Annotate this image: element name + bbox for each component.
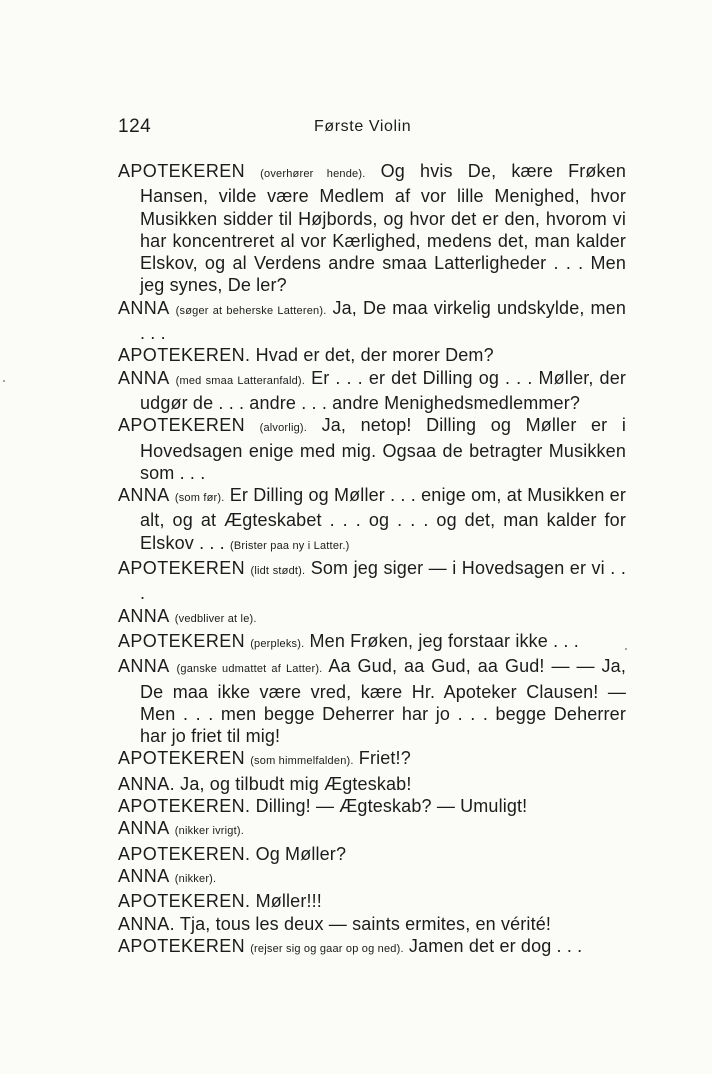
margin-speck	[625, 648, 627, 650]
dialogue-entry	[118, 935, 626, 960]
spoken-line: Som jeg siger — i Hovedsagen er vi . . .	[140, 558, 626, 604]
stage-direction: (overhører hende).	[260, 168, 366, 180]
spoken-line: Og Møller?	[255, 843, 347, 864]
spoken-line: Ja, og tilbudt mig Ægteskab!	[180, 773, 412, 794]
stage-direction: (Brister paa ny i Latter.)	[229, 539, 350, 552]
spoken-line: Dilling! — Ægteskab? — Umuligt!	[255, 796, 528, 817]
stage-direction: (vedbliver at le).	[174, 612, 257, 625]
dialogue-entry	[118, 817, 626, 842]
stage-direction: (ganske udmattet af Latter).	[176, 663, 323, 676]
dialogue-entry	[118, 843, 626, 865]
spoken-line: Jamen det er dog . . .	[408, 935, 583, 956]
stage-direction: (nikker).	[174, 872, 217, 885]
page-header	[118, 116, 626, 140]
dialogue-entry	[118, 297, 626, 345]
speaker-name: APOTEKEREN.	[118, 843, 251, 864]
speaker-name: APOTEKEREN	[118, 558, 246, 579]
stage-direction: (søger at beherske Latteren).	[175, 304, 327, 317]
dialogue-entry	[118, 605, 626, 630]
speaker-name: APOTEKEREN.	[118, 796, 251, 817]
speaker-name: APOTEKEREN.	[118, 345, 251, 366]
dialogue-entry	[118, 344, 626, 366]
dialogue-entry	[118, 557, 626, 605]
speaker-name: ANNA	[118, 297, 170, 318]
spoken-line: Ja, De maa virkelig undskylde, men . . .	[140, 297, 626, 344]
dialogue-entry	[118, 367, 626, 415]
speaker-name: ANNA.	[118, 913, 176, 934]
spoken-line: Og hvis De, kære Frøken Hansen, vilde være Medlem af vor lille Menighed, hvor Musikken sidder til Højbords, og hvor det er den, hvorom vi har koncentreret al vor Kærlighed, medens det, man kalder Elskov, og al Verdens andre smaa Latterligheder . . . Men jeg synes, De ler?	[140, 161, 627, 296]
spoken-line: Møller!!!	[255, 891, 322, 912]
dialogue-entry	[118, 773, 626, 795]
page-number: 124	[118, 116, 152, 137]
speaker-name: APOTEKEREN	[118, 161, 246, 181]
spoken-line: Er Dilling og Møller . . . enige om, at Musikken er alt, og at Ægteskabet . . . og . . . og det, man kalder for Elskov . . .	[140, 485, 626, 553]
speaker-name: ANNA	[118, 485, 170, 506]
stage-direction: (rejser sig og gaar op og ned).	[250, 942, 404, 955]
speaker-name: APOTEKEREN	[118, 935, 246, 956]
stage-direction: (alvorlig).	[259, 422, 308, 435]
speaker-name: ANNA.	[118, 773, 176, 794]
dialogue-entry	[118, 630, 626, 655]
dialogue-entry	[118, 795, 626, 817]
dialogue-entry	[118, 890, 626, 912]
speaker-name: APOTEKEREN	[118, 630, 246, 651]
stage-direction: (nikker ivrigt).	[174, 825, 244, 838]
dialogue-entry	[118, 913, 626, 935]
stage-direction: (med smaa Latteranfald).	[175, 374, 306, 387]
spoken-line: Hvad er det, der morer Dem?	[255, 345, 494, 366]
spoken-line: Tja, tous les deux — saints ermites, en vérité!	[179, 913, 552, 934]
speaker-name: ANNA	[118, 367, 170, 388]
spoken-line: Friet!?	[358, 748, 411, 769]
spoken-line: Er . . . er det Dilling og . . . Møller, der udgør de . . . andre . . . andre Menighedsmedlemmer?	[140, 367, 627, 413]
speaker-name: ANNA	[118, 605, 170, 626]
speaker-name: APOTEKEREN	[118, 748, 246, 769]
speaker-name: ANNA	[118, 656, 170, 677]
dialogue-entry	[118, 160, 626, 297]
dialogue-entry	[118, 484, 626, 557]
stage-direction: (perpleks).	[250, 637, 305, 650]
dialogue-body	[118, 160, 626, 960]
speaker-name: ANNA	[118, 865, 170, 886]
running-title: Første Violin	[314, 118, 412, 135]
margin-speck	[3, 380, 5, 382]
dialogue-entry	[118, 414, 626, 484]
stage-direction: (som før).	[174, 492, 225, 505]
stage-direction: (lidt stødt).	[250, 565, 306, 578]
speaker-name: ANNA	[118, 818, 170, 839]
dialogue-entry	[118, 747, 626, 772]
spoken-line: Men Frøken, jeg forstaar ikke . . .	[309, 630, 579, 651]
spoken-line: Aa Gud, aa Gud, aa Gud! — — Ja, De maa ikke være vred, kære Hr. Apoteker Clausen! — Men . . . men begge Deherrer har jo . . . begge Deherrer har jo friet til mig!	[140, 656, 626, 747]
dialogue-entry	[118, 655, 626, 747]
spoken-line: Ja, netop! Dilling og Møller er i Hovedsagen enige med mig. Ogsaa de betragter Musikken som . . .	[140, 415, 627, 483]
stage-direction: (som himmelfalden).	[250, 755, 354, 768]
speaker-name: APOTEKEREN.	[118, 891, 251, 912]
dialogue-entry	[118, 865, 626, 890]
speaker-name: APOTEKEREN	[118, 415, 246, 436]
